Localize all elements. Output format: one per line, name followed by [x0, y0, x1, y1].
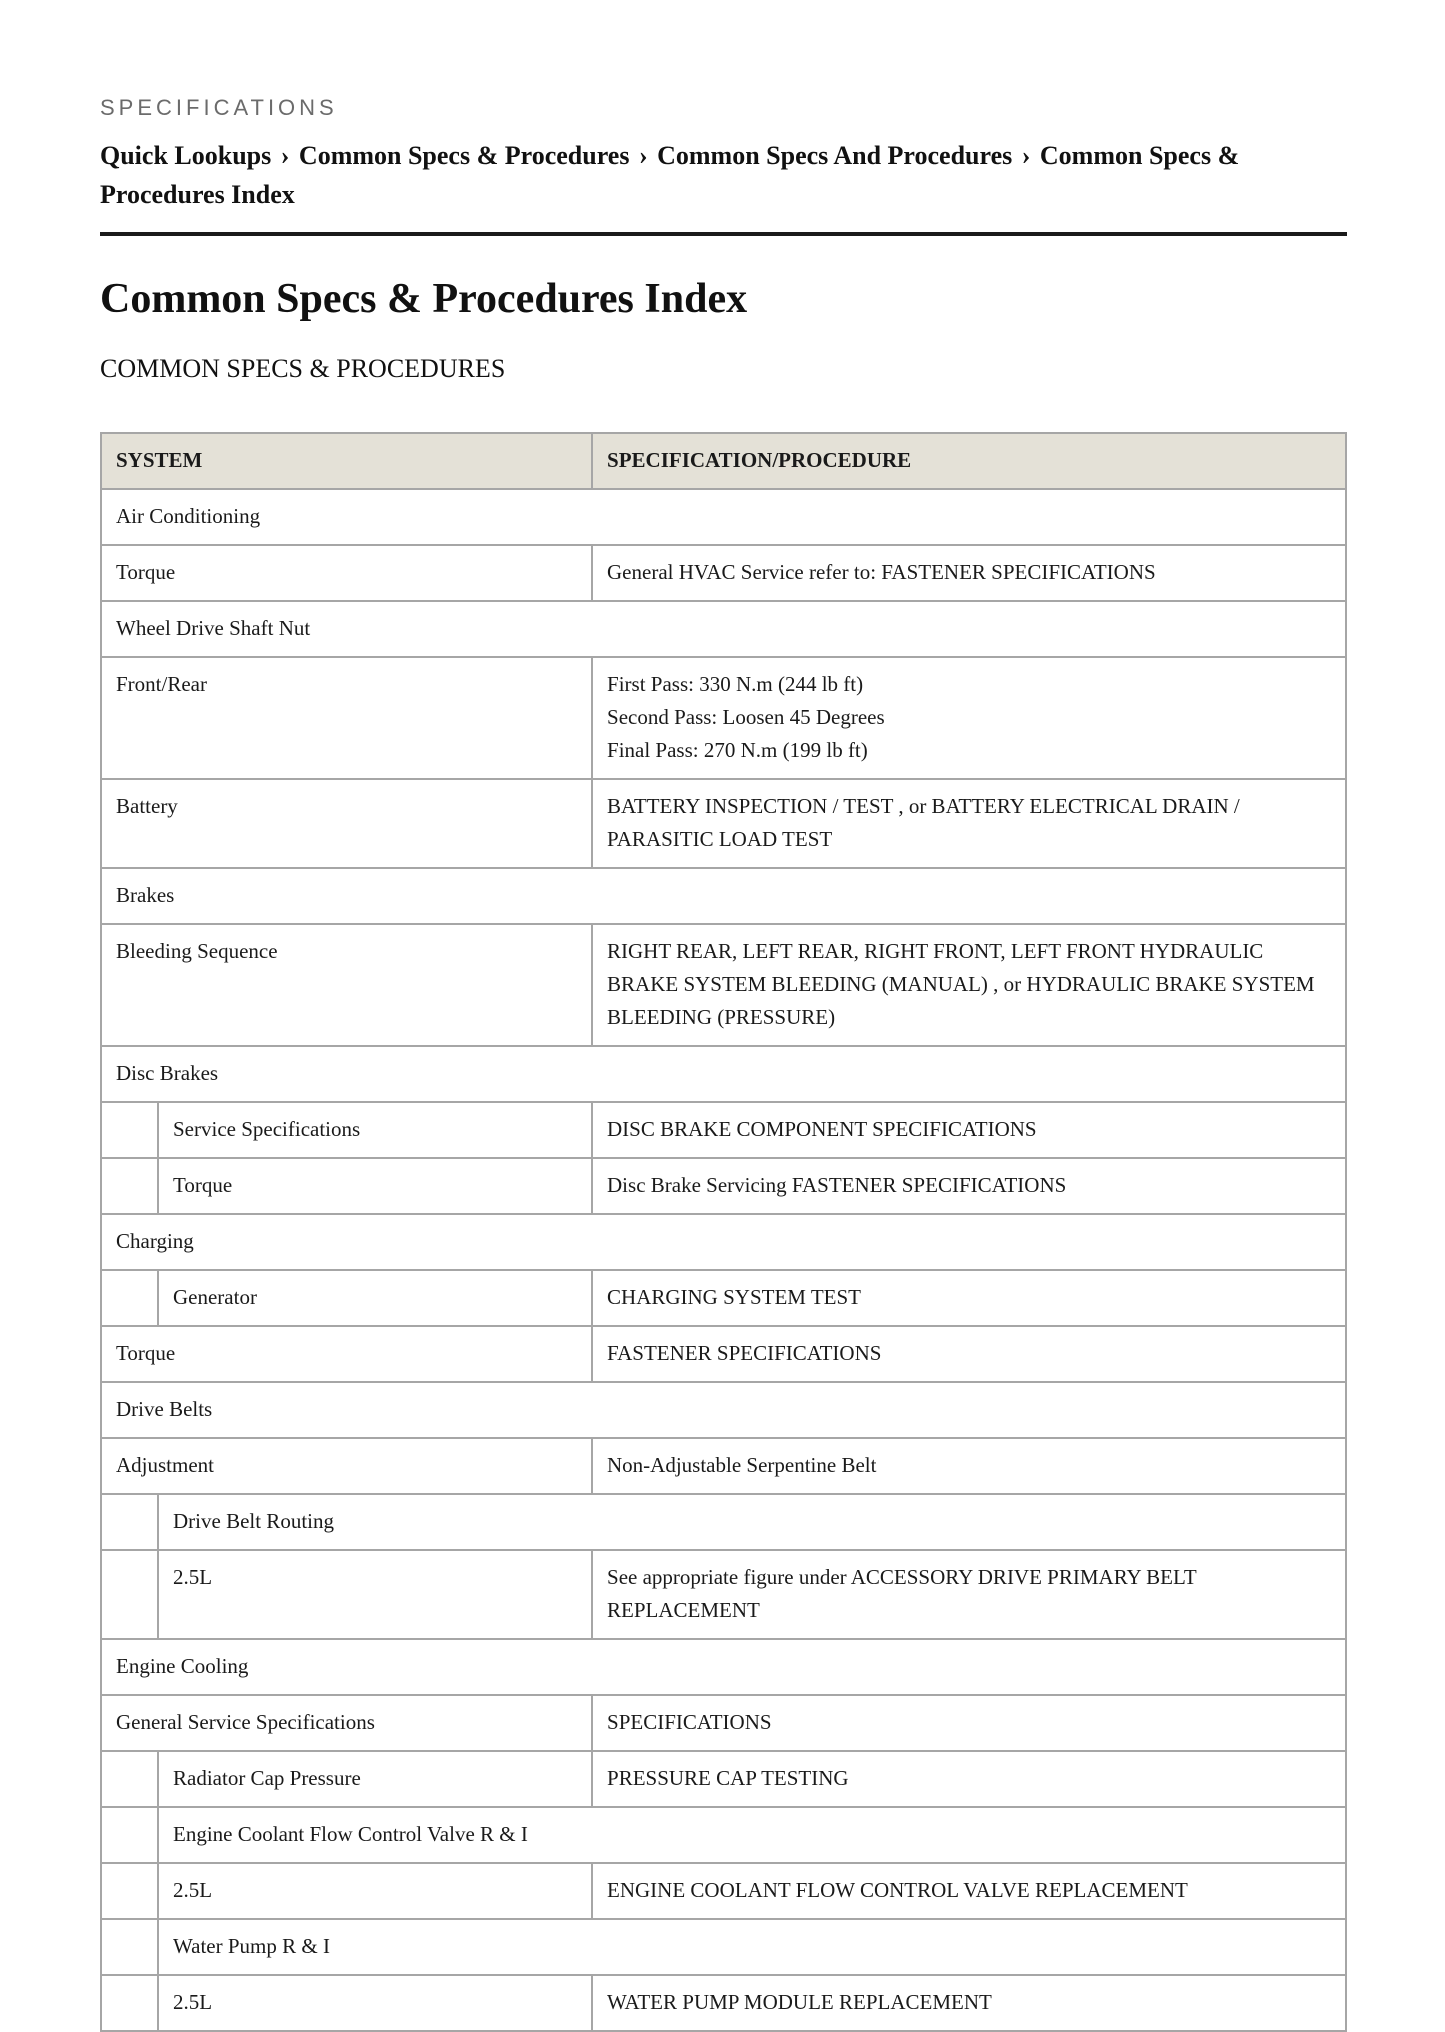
indent-cell: [101, 1751, 158, 1807]
table-row: [101, 1158, 1346, 1214]
table-row: [101, 601, 1346, 657]
spec-cell: [592, 657, 1346, 779]
indent-cell: [101, 1863, 158, 1919]
system-subgroup-label: Disc Brakes: [101, 1046, 1346, 1102]
table-row: [101, 1639, 1346, 1695]
table-row: [101, 1382, 1346, 1438]
system-group-label: Charging: [101, 1214, 1346, 1270]
spec-cell: [592, 1863, 1346, 1919]
breadcrumb-separator: ›: [280, 141, 290, 170]
system-cell: General Service Specifications: [101, 1695, 592, 1751]
spec-cell: [592, 1438, 1346, 1494]
spec-line: First Pass: 330 N.m (244 lb ft): [607, 672, 864, 696]
system-group-label: Drive Belts: [101, 1382, 1346, 1438]
indent-cell: [101, 1158, 158, 1214]
system-cell: Adjustment: [101, 1438, 592, 1494]
breadcrumb-item-current: Common Specs & Procedures Index: [100, 141, 1240, 209]
spec-cell: [592, 1751, 1346, 1807]
system-cell: Radiator Cap Pressure: [158, 1751, 592, 1807]
spec-cell: [592, 1975, 1346, 2031]
spec-link[interactable]: CHARGING SYSTEM TEST: [607, 1285, 861, 1309]
column-header-system: SYSTEM: [101, 433, 592, 489]
system-group-label: Brakes: [101, 868, 1346, 924]
system-group-label: Engine Cooling: [101, 1639, 1346, 1695]
breadcrumb: [100, 136, 1347, 214]
spec-link[interactable]: General HVAC Service refer to: FASTENER SPECIFICATIONS: [607, 560, 1156, 584]
breadcrumb-separator: ›: [1021, 141, 1031, 170]
spec-cell: [592, 924, 1346, 1046]
header-divider: [100, 232, 1347, 236]
spec-line: Final Pass: 270 N.m (199 lb ft): [607, 738, 868, 762]
table-row: [101, 1807, 1346, 1863]
indent-cell: [101, 1919, 158, 1975]
table-row: [101, 924, 1346, 1046]
system-cell: Front/Rear: [101, 657, 592, 779]
column-header-specification: SPECIFICATION/PROCEDURE: [592, 433, 1346, 489]
spec-link[interactable]: BATTERY INSPECTION / TEST , or BATTERY ELECTRICAL DRAIN / PARASITIC LOAD TEST: [607, 794, 1240, 851]
system-subgroup-label: Drive Belt Routing: [158, 1494, 1346, 1550]
system-group-label: Wheel Drive Shaft Nut: [101, 601, 1346, 657]
indent-cell: [101, 1975, 158, 2031]
table-row: [101, 1863, 1346, 1919]
spec-link[interactable]: DISC BRAKE COMPONENT SPECIFICATIONS: [607, 1117, 1037, 1141]
table-row: [101, 1751, 1346, 1807]
spec-link[interactable]: ENGINE COOLANT FLOW CONTROL VALVE REPLACEMENT: [607, 1878, 1188, 1902]
system-cell: Torque: [158, 1158, 592, 1214]
system-cell: Torque: [101, 545, 592, 601]
table-row: [101, 1438, 1346, 1494]
spec-link[interactable]: FASTENER SPECIFICATIONS: [607, 1341, 882, 1365]
spec-line: Second Pass: Loosen 45 Degrees: [607, 705, 885, 729]
table-row: [101, 1326, 1346, 1382]
table-row: [101, 1550, 1346, 1639]
system-group-label: Air Conditioning: [101, 489, 1346, 545]
table-row: [101, 1102, 1346, 1158]
indent-cell: [101, 1807, 158, 1863]
table-row: [101, 779, 1346, 868]
system-cell: 2.5L: [158, 1550, 592, 1639]
table-row: [101, 1046, 1346, 1102]
spec-link[interactable]: WATER PUMP MODULE REPLACEMENT: [607, 1990, 992, 2014]
table-row: [101, 1214, 1346, 1270]
page-title: Common Specs & Procedures Index: [100, 276, 748, 322]
system-cell: 2.5L: [158, 1975, 592, 2031]
spec-link[interactable]: RIGHT REAR, LEFT REAR, RIGHT FRONT, LEFT FRONT HYDRAULIC BRAKE SYSTEM BLEEDING (MANUAL) , or HYDRAULIC BRAKE SYSTEM BLEEDING (PRESSURE): [607, 939, 1315, 1029]
system-cell: Bleeding Sequence: [101, 924, 592, 1046]
spec-link[interactable]: See appropriate figure under ACCESSORY DRIVE PRIMARY BELT REPLACEMENT: [607, 1565, 1197, 1622]
indent-cell: [101, 1494, 158, 1550]
spec-link[interactable]: PRESSURE CAP TESTING: [607, 1766, 849, 1790]
system-cell: Torque: [101, 1326, 592, 1382]
table-row: [101, 1270, 1346, 1326]
spec-cell: [592, 545, 1346, 601]
indent-cell: [101, 1270, 158, 1326]
spec-cell: [592, 1550, 1346, 1639]
spec-cell: [592, 1102, 1346, 1158]
specs-table: [100, 432, 1347, 2032]
section-title: COMMON SPECS & PROCEDURES: [100, 354, 506, 383]
table-row: [101, 868, 1346, 924]
breadcrumb-item-quick-lookups[interactable]: Quick Lookups: [100, 141, 272, 170]
document-page: [100, 0, 1347, 2032]
spec-link[interactable]: Disc Brake Servicing FASTENER SPECIFICATIONS: [607, 1173, 1067, 1197]
breadcrumb-separator: ›: [638, 141, 648, 170]
table-header-row: [101, 433, 1346, 489]
system-cell: Service Specifications: [158, 1102, 592, 1158]
table-row: [101, 657, 1346, 779]
system-subgroup-label: Engine Coolant Flow Control Valve R & I: [158, 1807, 1346, 1863]
spec-cell: [592, 779, 1346, 868]
system-cell: Battery: [101, 779, 592, 868]
spec-cell: [592, 1326, 1346, 1382]
section-eyebrow: SPECIFICATIONS: [100, 95, 338, 120]
indent-cell: [101, 1102, 158, 1158]
system-cell: 2.5L: [158, 1863, 592, 1919]
table-row: [101, 1494, 1346, 1550]
breadcrumb-item-common-specs-procedures[interactable]: Common Specs & Procedures: [298, 141, 630, 170]
spec-cell: [592, 1695, 1346, 1751]
indent-cell: [101, 1550, 158, 1639]
spec-cell: [592, 1158, 1346, 1214]
system-subgroup-label: Water Pump R & I: [158, 1919, 1346, 1975]
spec-link[interactable]: SPECIFICATIONS: [607, 1710, 772, 1734]
table-row: [101, 489, 1346, 545]
table-row: [101, 1975, 1346, 2031]
spec-text: Non-Adjustable Serpentine Belt: [607, 1453, 877, 1477]
spec-cell: [592, 1270, 1346, 1326]
system-cell: Generator: [158, 1270, 592, 1326]
breadcrumb-item-common-specs-and-procedures[interactable]: Common Specs And Procedures: [657, 141, 1013, 170]
table-row: [101, 545, 1346, 601]
table-row: [101, 1919, 1346, 1975]
table-row: [101, 1695, 1346, 1751]
